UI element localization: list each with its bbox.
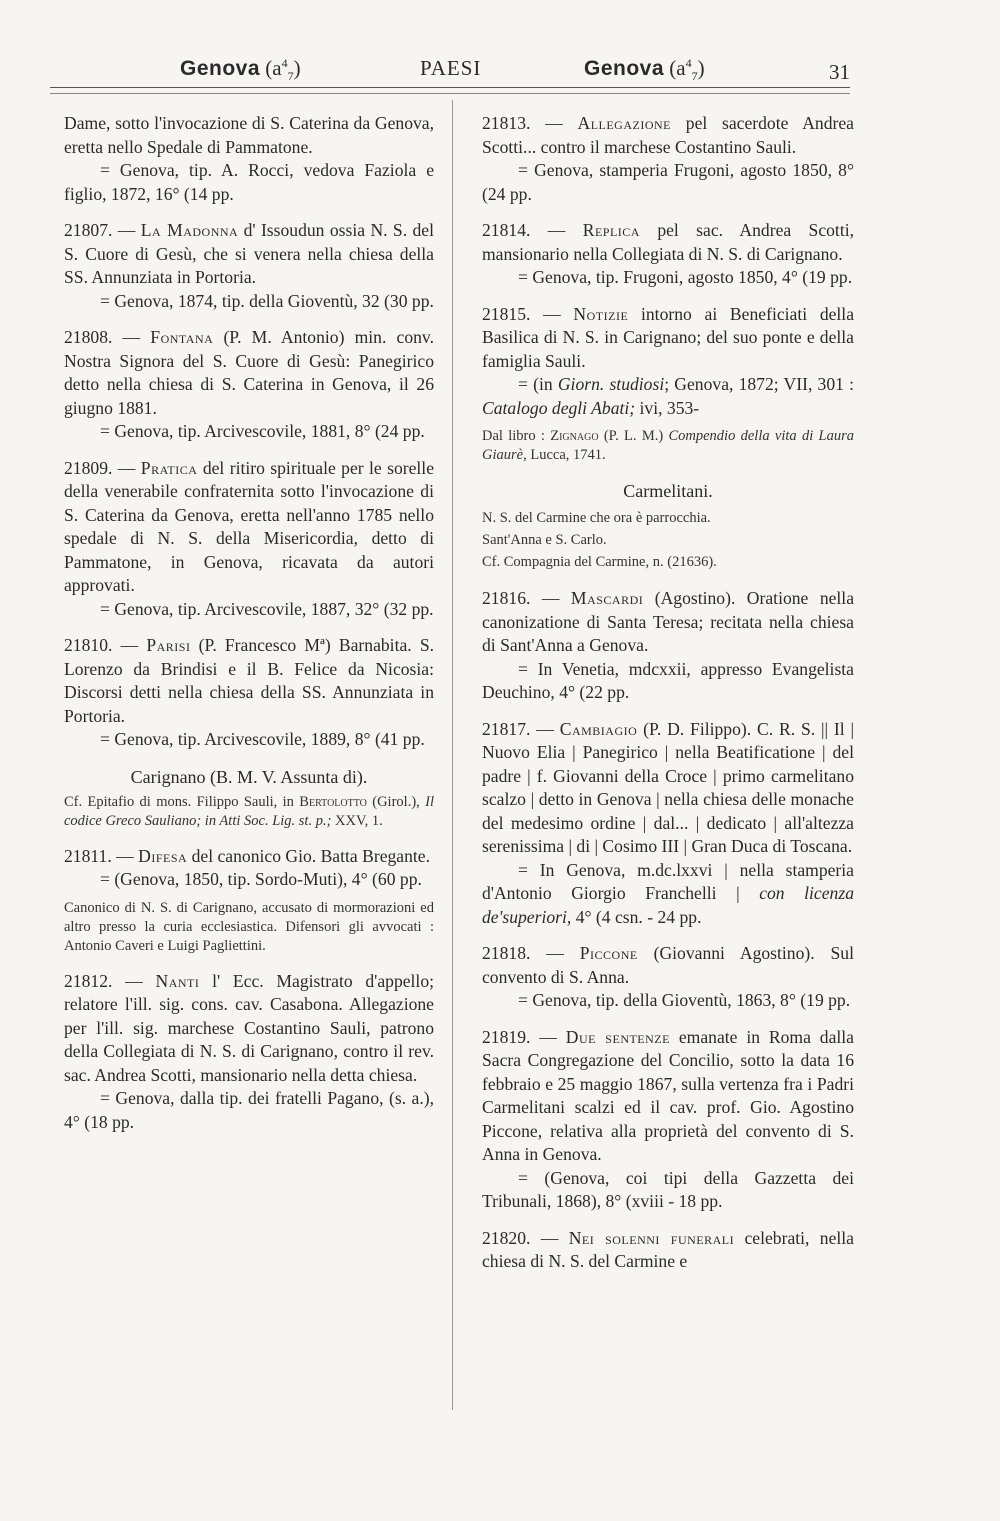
header-right-code: (a xyxy=(669,56,686,80)
entry-heading: Fontana xyxy=(150,327,214,347)
entry-heading: Parisi xyxy=(146,635,191,655)
header-left-sup: 4 xyxy=(281,56,288,70)
entry-21810 xyxy=(64,634,434,752)
imprint-text: ; Genova, 1872; VII, 301 : xyxy=(664,374,854,394)
entry-imprint xyxy=(482,859,854,930)
note-title: Compendio della vita di Laura Giaurè, xyxy=(482,428,854,463)
imprint-title: Giorn. studiosi xyxy=(557,374,665,394)
header-left-sub: 7 xyxy=(287,69,294,84)
note-text: Dal libro : xyxy=(482,428,551,444)
entry-imprint: = In Venetia, mdcxxii, appresso Evangelista Deuchino, 4° (22 pp. xyxy=(482,658,854,702)
entry-dash: — xyxy=(539,1026,557,1047)
note-text: Cf. Epitafio di mons. Filippo Sauli, in xyxy=(64,793,300,810)
entry-imprint: = Genova, tip. della Gioventù, 1863, 8° (19 pp. xyxy=(518,990,851,1010)
imprint-text: 4° (4 csn. - 24 pp. xyxy=(571,906,702,927)
entry-21815 xyxy=(482,303,854,421)
page-number: 31 xyxy=(829,60,850,84)
note-author: Zignago xyxy=(550,428,599,444)
subentry-line: Sant'Anna e S. Carlo. xyxy=(482,532,607,548)
section-heading-carmelitani: Carmelitani. xyxy=(623,481,713,501)
subentry-line: N. S. del Carmine che ora è parrocchia. xyxy=(482,510,711,526)
entry-imprint: = Genova, tip. Arcivescovile, 1887, 32° (32 pp. xyxy=(100,598,434,619)
entry-imprint: = (Genova, 1850, tip. Sordo-Muti), 4° (60 pp. xyxy=(100,869,422,889)
entry-heading: Cambiagio xyxy=(559,718,638,739)
entry-text: (Giovanni Agostino). Sul convento di S. Anna. xyxy=(482,943,854,987)
note-title: Il codice Greco Sauliano; in Atti Soc. Lig. st. p.; xyxy=(64,793,434,829)
entry-text: celebrati, nella chiesa di N. S. del Carmine e xyxy=(482,1227,854,1271)
entry-dash: — xyxy=(540,1227,559,1248)
entry-text: del ritiro spirituale per le sorelle della venerabile confraternita sotto l'invocazione di S. Caterina da Genova, eretta nell'anno 1785 nello spedale di N. S. della Misericordia, detto di Pammatone, in Genova, ricavata da autori approvati. xyxy=(64,457,435,595)
entry-text: emanate in Roma dalla Sacra Congregazione del Concilio, sotto la data 16 febbraio e 25 maggio 1867, sulla vertenza fra i Padri Carmelitani scalzi ed il cav. prof. Gio. Agostino Piccone, relativa alla proprietà del convento di S. Anna in Genova. xyxy=(482,1026,854,1164)
entry-heading: Pratica xyxy=(140,457,198,478)
entry-number: 21807. xyxy=(64,220,113,240)
entry-text: d' Issoudun ossia N. S. del S. Cuore di Gesù, che si venera nella chiesa della SS. Annunziata in Portoria. xyxy=(64,220,434,287)
entry-heading: Difesa xyxy=(138,845,188,866)
entry-dash: — xyxy=(117,220,136,240)
entry-text: del canonico Gio. Batta Bregante. xyxy=(191,845,431,866)
header-right-sub: 7 xyxy=(691,69,698,84)
entry-text: (P. D. Filippo). C. R. S. || Il | Nuovo Elia | Panegirico | nella Beatificatione | del padre | f. Giovanni della Croce | primo carmelitano scalzo | detto in Genova | nella chiesa delle monache del medesimo ordine | dal... | dedicato | all'altezza serenissima | di | Cosimo III | Gran Duca di Toscana. xyxy=(482,718,854,856)
entry-dash: — xyxy=(120,635,139,655)
entry-21814 xyxy=(482,219,854,290)
entry-text: Dame, sotto l'invocazione di S. Caterina da Genova, eretta nello Spedale di Pammatone. xyxy=(64,113,434,157)
left-column xyxy=(64,112,434,1147)
entry-number: 21818. xyxy=(482,943,531,963)
entry-heading: Allegazione xyxy=(577,113,672,133)
imprint-text: = In Genova, m.dc.lxxvi | nella stamperia d'Antonio Giorgio Franchelli | xyxy=(482,859,854,903)
section-heading-carignano: Carignano (B. M. V. Assunta di). xyxy=(130,766,368,787)
note-text: XXV, 1. xyxy=(331,812,383,829)
header-right-title: Genova xyxy=(584,57,665,80)
header-rule-thin xyxy=(50,93,850,94)
column-divider xyxy=(452,100,453,1410)
note-text: Lucca, 1741. xyxy=(526,447,606,463)
entry-note: Canonico di N. S. di Carignano, accusato di mormorazioni ed altro presso la curia ecclesiastica. Difensori gli avvocati : Antonio Caveri e Luigi Pagliettini. xyxy=(64,899,434,954)
entry-text: (P. Francesco Mª) Barnabita. S. Lorenzo da Brindisi e il B. Felice da Nicosia: Discorsi detti nella chiesa della SS. Annunziata in Portoria. xyxy=(64,635,435,726)
entry-imprint xyxy=(482,373,854,420)
imprint-title: con licenza de'superiori, xyxy=(482,883,854,927)
right-column xyxy=(482,112,854,1287)
entry-number: 21816. xyxy=(482,588,531,608)
entry-number: 21820. xyxy=(482,1227,531,1248)
header-left-code: (a xyxy=(265,56,282,80)
entry-number: 21819. xyxy=(482,1026,531,1047)
entry-heading: Notizie xyxy=(573,303,629,324)
entry-21818 xyxy=(482,942,854,1013)
entry-21807 xyxy=(64,219,434,313)
entry-21819 xyxy=(482,1026,854,1214)
entry-imprint: = (Genova, coi tipi della Gazzetta dei Tribunali, 1868), 8° (xviii - 18 pp. xyxy=(482,1167,854,1211)
note-text: (P. L. M.) xyxy=(598,428,669,444)
subentry-line: Cf. Compagnia del Carmine, n. (21636). xyxy=(482,554,717,570)
header-rule xyxy=(50,87,850,88)
imprint-text: ivi, 353- xyxy=(635,397,700,418)
entry-21820 xyxy=(482,1227,854,1274)
entry-dash: — xyxy=(116,845,134,866)
entry-21811 xyxy=(64,845,434,892)
entry-continued xyxy=(64,112,434,206)
entry-number: 21811. xyxy=(64,845,112,866)
entry-number: 21815. xyxy=(482,303,531,324)
entry-number: 21810. xyxy=(64,635,113,655)
entry-dash: — xyxy=(543,303,561,324)
entry-imprint: = Genova, tip. Arcivescovile, 1889, 8° (41 pp. xyxy=(100,729,425,749)
entry-text: intorno ai Beneficiati della Basilica di N. S. in Carignano; del suo ponte e della famiglia Sauli. xyxy=(482,303,855,371)
imprint-text: = (in xyxy=(518,374,558,394)
entry-21812 xyxy=(64,970,434,1135)
note-text: (Girol.), xyxy=(366,793,426,810)
imprint-title: Catalogo degli Abati; xyxy=(482,397,636,418)
entry-21808 xyxy=(64,326,434,444)
entry-dash: — xyxy=(125,970,143,991)
entry-heading: Replica xyxy=(582,220,640,240)
entry-note xyxy=(482,427,854,465)
entry-dash: — xyxy=(536,718,554,739)
entry-text: pel sac. Andrea Scotti, mansionario nella Collegiata di N. S. di Carignano. xyxy=(482,220,854,264)
entry-heading: Nanti xyxy=(155,970,200,991)
entry-21813 xyxy=(482,112,854,206)
entry-imprint: = Genova, tip. Arcivescovile, 1881, 8° (24 pp. xyxy=(100,421,425,441)
entry-text: l' Ecc. Magistrato d'appello; relatore l'ill. sig. cons. cav. Casabona. Allegazione per l'ill. sig. marchese Costantino Sauli, patrono della Collegiata di N. S. di Carignano, contro il rev. sac. Andrea Scotti, mansionario nella detta chiesa. xyxy=(64,970,435,1085)
entry-heading: Due sentenze xyxy=(565,1026,670,1047)
entry-dash: — xyxy=(545,113,563,133)
header-left: Genova $(a^4_7)$ xyxy=(180,56,301,84)
entry-text: (P. M. Antonio) min. conv. Nostra Signora del S. Cuore di Gesù: Panegirico detto nella chiesa di S. Caterina in Genova, il 26 giugno 1881. xyxy=(64,327,434,418)
section-note xyxy=(64,793,434,831)
entry-text: pel sacerdote Andrea Scotti... contro il marchese Costantino Sauli. xyxy=(482,113,854,157)
entry-imprint: = Genova, dalla tip. dei fratelli Pagano, (s. a.), 4° (18 pp. xyxy=(64,1088,434,1132)
entry-dash: — xyxy=(117,457,136,478)
entry-imprint: = Genova, 1874, tip. della Gioventù, 32 (30 pp. xyxy=(100,290,434,311)
header-right-sup: 4 xyxy=(685,56,692,70)
header-center: PAESI xyxy=(420,56,482,80)
section-subentries xyxy=(482,507,854,573)
entry-heading: Mascardi xyxy=(570,588,644,608)
entry-imprint: = Genova, tip. Frugoni, agosto 1850, 4° (19 pp. xyxy=(518,267,853,287)
entry-dash: — xyxy=(122,327,141,347)
entry-heading: La Madonna xyxy=(140,220,239,240)
entry-dash: — xyxy=(541,588,560,608)
entry-imprint: = Genova, stamperia Frugoni, agosto 1850, 8° (24 pp. xyxy=(482,160,854,204)
entry-21809 xyxy=(64,457,434,622)
entry-number: 21817. xyxy=(482,718,531,739)
entry-heading: Nei solenni funerali xyxy=(568,1227,735,1248)
header-left-title: Genova xyxy=(180,57,261,80)
entry-imprint: = Genova, tip. A. Rocci, vedova Faziola e figlio, 1872, 16° (14 pp. xyxy=(64,160,434,204)
header-right: Genova $(a^4_7)$ xyxy=(584,56,705,84)
entry-21817 xyxy=(482,718,854,930)
running-header xyxy=(50,56,850,90)
entry-21816 xyxy=(482,587,854,705)
entry-dash: — xyxy=(547,220,566,240)
entry-text: (Agostino). Oratione nella canonizatione di Santa Teresa; recitata nella chiesa di Sant'Anna a Genova. xyxy=(482,588,855,655)
entry-number: 21808. xyxy=(64,327,113,347)
entry-dash: — xyxy=(546,943,564,963)
entry-number: 21809. xyxy=(64,457,113,478)
entry-number: 21813. xyxy=(482,113,531,133)
entry-number: 21814. xyxy=(482,220,531,240)
entry-number: 21812. xyxy=(64,970,113,991)
note-author: Bertolotto xyxy=(299,793,367,810)
entry-heading: Piccone xyxy=(579,943,638,963)
